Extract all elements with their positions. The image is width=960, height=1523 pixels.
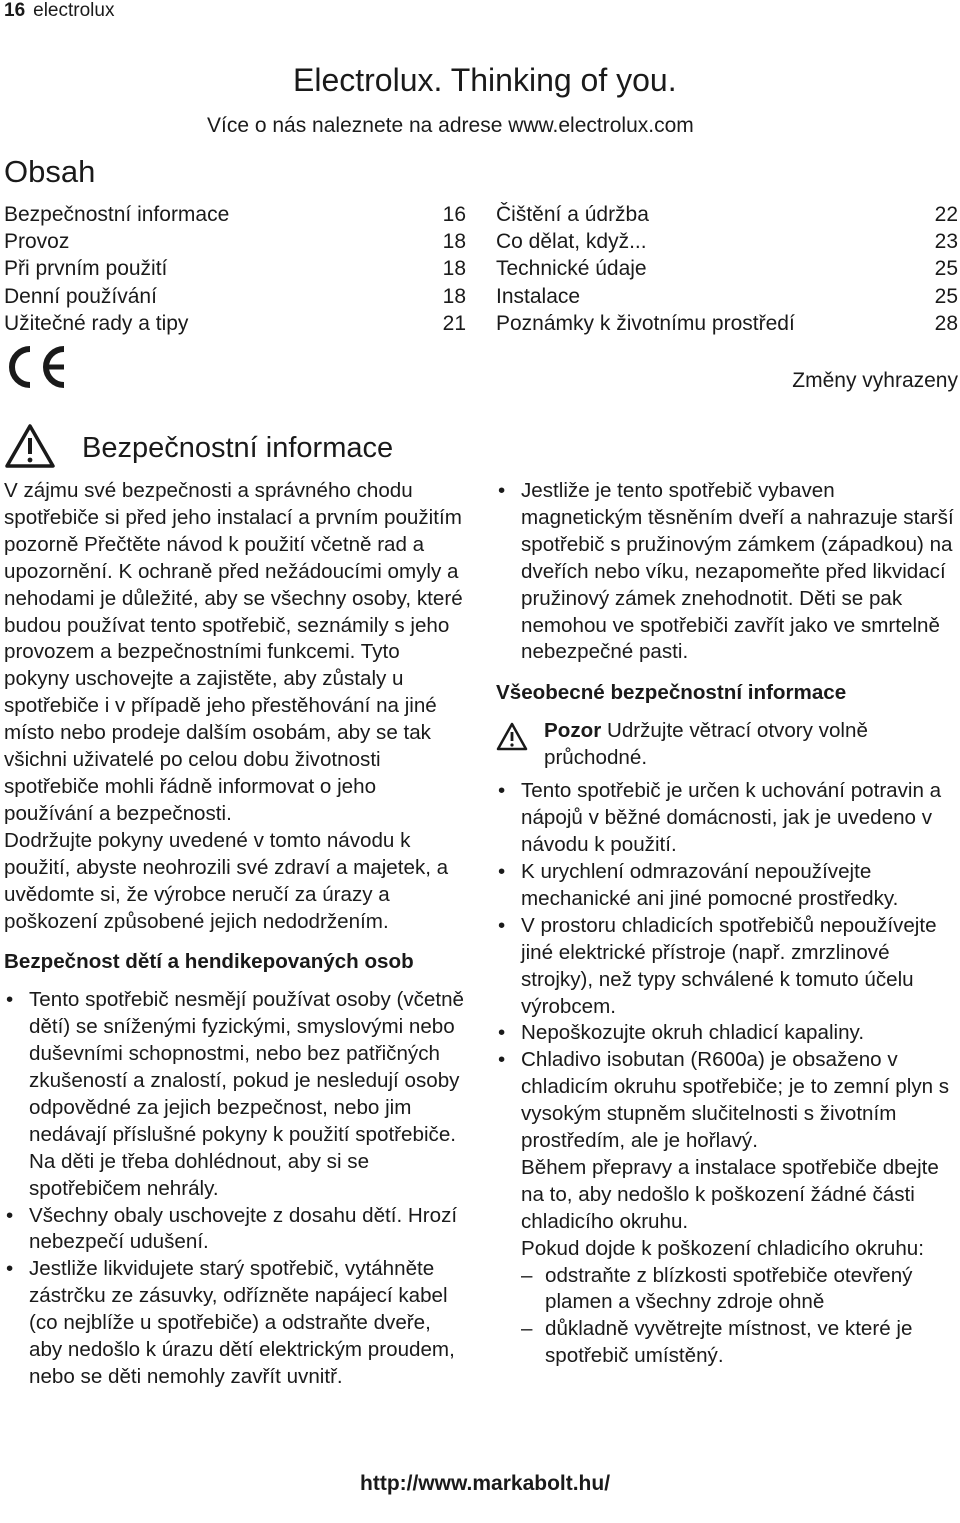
page-number: 16 [4,0,26,21]
toc-entry[interactable]: Čištění a údržba 22 [496,203,958,226]
toc-left-column [4,201,466,337]
toc-entry[interactable]: Při prvním použití 18 [4,257,466,281]
toc-entry[interactable]: Provoz 18 [4,230,466,254]
right-column [496,478,958,1370]
dash-item: – odstraňte z blízkosti spotřebiče otevřený plamen a všechny zdroje ohně [521,1263,913,1314]
left-column [4,478,466,1391]
toc-entry[interactable]: Poznámky k životnímu prostředí 28 [496,311,958,335]
damage-text: Pokud dojde k poškození chladicího okruhu: [521,1236,924,1260]
list-item: • Tento spotřebič je určen k uchování potravin a nápojů v běžné domácnosti, jak je uvedeno v návodu k použití. [498,779,942,857]
caution-text: Udržujte větrací otvory volně průchodné. [544,719,868,770]
caution-word: Pozor [544,719,602,743]
list-item: • Nepoškozujte okruh chladicí kapaliny. [498,1021,865,1045]
toc-entry[interactable]: Užitečné rady a tipy 21 [4,311,466,335]
list-item: • K urychlení odmrazování nepoužívejte mechanické ani jiné pomocné prostředky. [498,859,899,910]
warning-triangle-icon [496,722,528,751]
toc-entry[interactable]: Technické údaje 25 [496,257,958,281]
changes-note: Změny vyhrazeny [792,369,958,392]
page-header [4,0,114,22]
brand-name: electrolux [33,0,115,21]
watermark-link[interactable]: http://www.markabolt.hu/ [360,1472,611,1495]
list-item: • V prostoru chladicích spotřebičů nepoužívejte jiné elektrické přístroje (např. zmrzlinové strojky), než typy schválené k tomuto účelu výrobcem. [498,913,937,1018]
list-item: • Všechny obaly uschovejte z dosahu dětí. Hrozí nebezpečí udušení. [6,1203,458,1254]
slogan-text: Electrolux. Thinking of you. [293,62,677,98]
refrigerant-text: Chladivo isobutan (R600a) je obsaženo v chladicím okruhu spotřebiče; je to zemní plyn s vysokým stupněm slučitelnosti s životním prostředím, ale je hořlavý. [521,1048,950,1153]
transport-text: Během přepravy a instalace spotřebiče dbejte na to, aby nedošlo k poškození žádné části chladicího okruhu. [521,1155,939,1233]
toc-entry[interactable]: Bezpečnostní informace 16 [4,203,466,226]
caution-note [496,718,958,772]
intro-paragraph: V zájmu své bezpečnosti a správného chodu spotřebiče si před jeho instalací a prvním použitím pozorně Přečtěte návod k použití včetně rad a upozornění. K ochraně před nežádoucími omyly a nehodami je důležité, aby se všechny osoby, které budou používat tento spotřebič, seznámily s jeho provozem a bezpečnostními funkcemi. Tyto pokyny uschovejte a zajistěte, aby zůstaly u spotřebiče i v případě jeho přestěhování na jiné místo nebo prodeje dalším osobám, aby se tak všichni uživatelé po celou dobu životnosti spotřebiče mohli řádně informovat o jeho používání a bezpečnosti. [4,479,463,825]
toc-entry[interactable]: Co dělat, když... 23 [496,230,958,254]
intro-paragraph-2: Dodržujte pokyny uvedené v tomto návodu k použití, abyste neohrozili své zdraví a majetek, a uvědomte si, že výrobce neručí za úrazy a poškození způsobené jejich nedodržením. [4,828,449,933]
children-heading: Bezpečnost dětí a hendikepovaných osob [4,950,414,974]
toc-entry[interactable]: Instalace 25 [496,284,958,308]
warning-triangle-icon [4,423,56,469]
toc-entry[interactable]: Denní používání 18 [4,284,466,308]
list-item: • Jestliže likvidujete starý spotřebič, vytáhněte zástrčku ze zásuvky, odřízněte napájecí kabel (co nejblíže u spotřebiče) a odstraňte dveře, aby nedošlo k úrazu dětí elektrickým proudem, nebo se děti nemohly zavřít uvnitř. [6,1257,455,1388]
website-line: Více o nás naleznete na adrese www.electrolux.com [207,114,694,137]
section-title: Bezpečnostní informace [82,432,394,464]
list-item: • Tento spotřebič nesmějí používat osoby (včetně dětí) se sníženými fyzickými, smyslovými nebo duševními schopnostmi, nebo bez patřičných zkušeností a znalostí, pokud je nesledují osoby odpovědné za jejich bezpečnost, nebo jim nedávají příslušné pokyny k použití spotřebiče. Na děti je třeba dohlédnout, aby si se spotřebičem nehrály. [6,988,464,1200]
list-item: • Jestliže je tento spotřebič vybaven magnetickým těsněním dveří a nahrazuje starší spotřebič s pružinovým zámkem (západkou) na dveřích nebo víku, nezapomeňte před likvidací pružinový zámek znehodnotit. Děti se pak nemohou ve spotřebiči zavřít jako ve smrtelně nebezpečné pasti. [498,479,954,664]
dash-item: – důkladně vyvětrejte místnost, ve které je spotřebič umístěný. [521,1317,913,1368]
ce-mark-icon [4,344,68,390]
toc-right-column [496,201,958,337]
toc-title: Obsah [4,154,96,189]
list-item: • Chladivo isobutan (R600a) je obsaženo v chladicím okruhu spotřebiče; je to zemní plyn s vysokým stupněm slučitelnosti s životním prostředím, ale je hořlavý. Během přepravy a instalace spotřebiče dbejte na to, aby nedošlo k poškození žádné části chladicího okruhu. Pokud dojde k poškození chladicího okruhu: – odstraňte z blízkosti spotřebiče otevřený plamen a všechny zdroje ohně – důkladně vyvětrejte místnost, ve které je spotřebič umístěný. [496,1047,958,1370]
general-safety-heading: Všeobecné bezpečnostní informace [496,681,847,705]
